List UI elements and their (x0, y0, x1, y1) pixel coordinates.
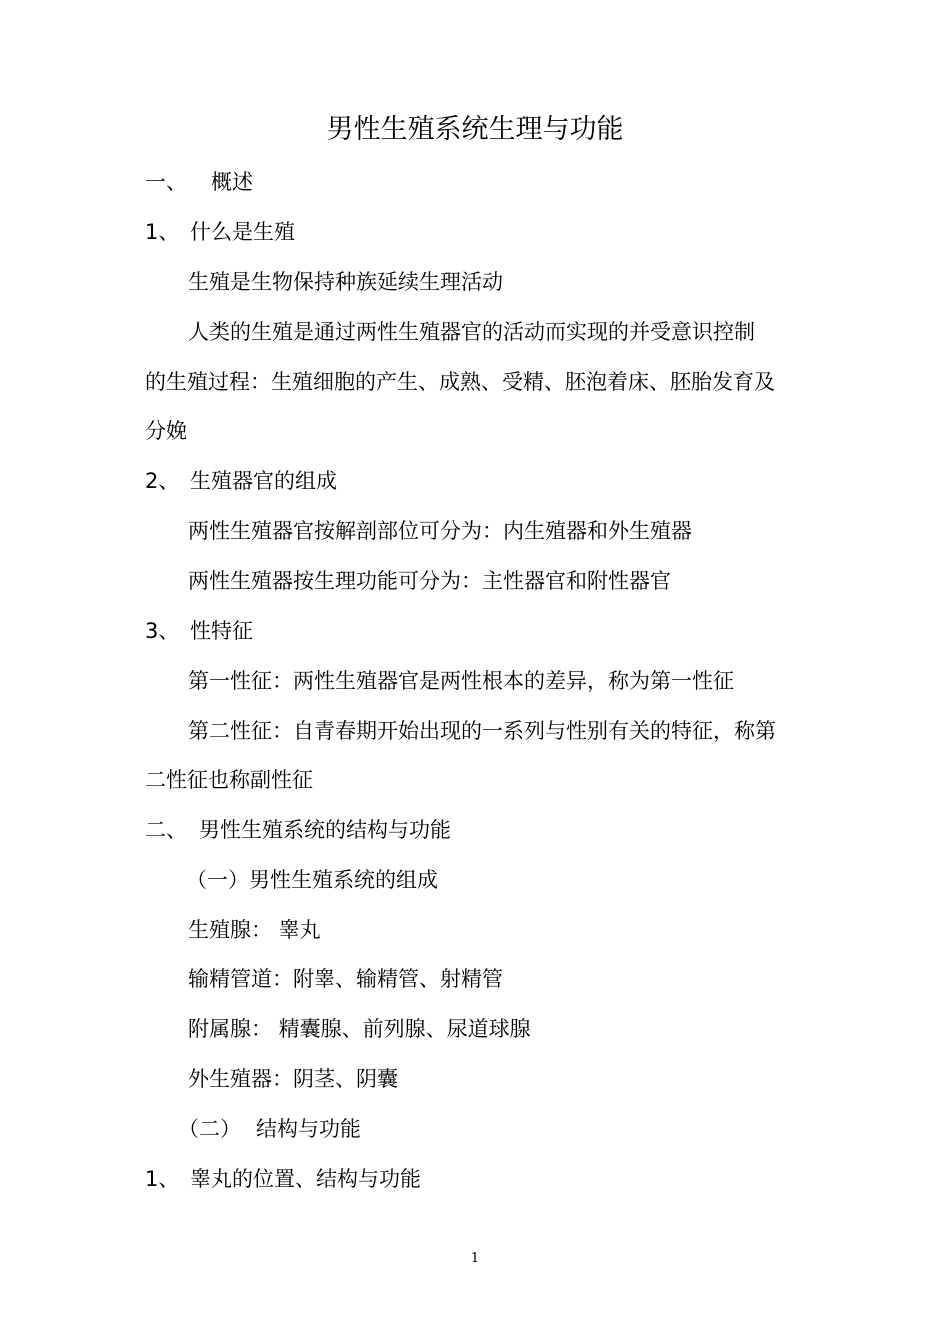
subsection-heading-text: 睾丸的位置、结构与功能 (190, 1167, 421, 1191)
paragraph-line: 两性生殖器按生理功能可分为：主性器官和附性器官 (188, 569, 671, 593)
subheading-number: （二） (178, 1117, 241, 1141)
subsection-heading-text: 什么是生殖 (190, 220, 295, 244)
subsection-heading-text: 性特征 (190, 619, 253, 643)
subsection-heading-number: 2、 (145, 469, 180, 493)
section-heading-number: 一、 (145, 170, 187, 194)
subheading: （一）男性生殖系统的组成 (186, 868, 438, 892)
document-title: 男性生殖系统生理与功能 (326, 114, 624, 145)
subsection-heading-number: 3、 (145, 619, 180, 643)
paragraph-line: 人类的生殖是通过两性生殖器官的活动而实现的并受意识控制 (188, 320, 755, 344)
subsection-heading-number: 1、 (145, 1167, 180, 1191)
paragraph-line: 第一性征：两性生殖器官是两性根本的差异，称为第一性征 (188, 669, 734, 693)
section-heading-text: 男性生殖系统的结构与功能 (199, 818, 451, 842)
paragraph-line: 分娩 (145, 419, 187, 443)
page-number: 1 (470, 1251, 480, 1266)
paragraph-line: 附属腺： 精囊腺、前列腺、尿道球腺 (188, 1017, 531, 1041)
paragraph-line: 输精管道：附睾、输精管、射精管 (188, 967, 503, 991)
subsection-heading-text: 生殖器官的组成 (190, 469, 337, 493)
paragraph-line: 生殖是生物保持种族延续生理活动 (188, 270, 503, 294)
paragraph-line: 外生殖器：阴茎、阴囊 (188, 1067, 398, 1091)
paragraph-line: 二性征也称副性征 (145, 768, 313, 792)
paragraph-line: 第二性征：自青春期开始出现的一系列与性别有关的特征，称第 (188, 719, 776, 743)
subheading-text: 结构与功能 (256, 1117, 361, 1141)
subsection-heading-number: 1、 (145, 220, 180, 244)
section-heading-number: 二、 (145, 818, 187, 842)
section-heading-text: 概述 (211, 170, 253, 194)
paragraph-line: 生殖腺： 睾丸 (188, 918, 321, 942)
paragraph-line: 的生殖过程：生殖细胞的产生、成熟、受精、胚泡着床、胚胎发育及 (145, 370, 775, 394)
paragraph-line: 两性生殖器官按解剖部位可分为：内生殖器和外生殖器 (188, 519, 692, 543)
